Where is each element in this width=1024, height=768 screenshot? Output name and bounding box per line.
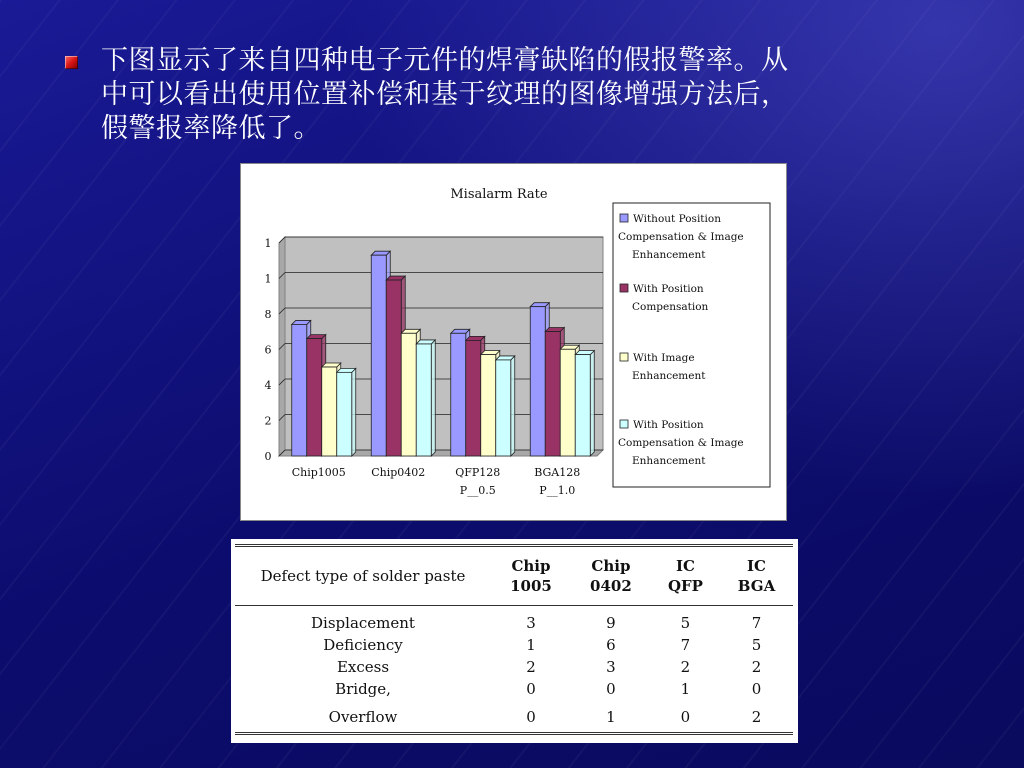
- column-header-line: QFP: [667, 577, 703, 595]
- bar-side: [431, 340, 435, 456]
- legend-label: Compensation & Image: [618, 437, 744, 449]
- chart-svg: [240, 163, 787, 521]
- table-cell: 1: [526, 636, 536, 654]
- bar-side: [352, 368, 356, 456]
- table-cell: 0: [680, 708, 691, 726]
- bar: [545, 332, 560, 456]
- table-bottom-rule: [235, 732, 793, 735]
- table-row: [235, 678, 793, 700]
- table-cell: 5: [751, 636, 762, 654]
- defect-type-cell: Excess: [336, 658, 390, 676]
- bar: [530, 307, 545, 456]
- bar-top: [401, 329, 420, 333]
- table-row: [235, 656, 793, 678]
- legend-swatch: [620, 353, 628, 361]
- bar-top: [466, 336, 485, 340]
- table-cell: 2: [751, 658, 762, 676]
- slide-text: [101, 44, 981, 146]
- defect-table-panel: [231, 539, 798, 743]
- chart-title: Misalarm Rate: [450, 187, 548, 202]
- misalarm-chart: [240, 163, 787, 521]
- category-label: Chip1005: [291, 466, 346, 479]
- table-cell: 0: [751, 680, 762, 698]
- table-cell: 2: [751, 708, 762, 726]
- bar-top: [307, 335, 326, 339]
- legend-label: Enhancement: [632, 249, 706, 261]
- legend-label: Compensation: [632, 301, 709, 313]
- legend-label: Enhancement: [632, 455, 706, 467]
- bullet-icon: [65, 56, 78, 69]
- bar-top: [371, 251, 390, 255]
- legend-label: With Position: [633, 283, 704, 295]
- y-tick-label: 0: [264, 450, 272, 463]
- bar: [416, 344, 431, 456]
- bar-top: [481, 351, 500, 355]
- slide-text-line-2: 中可以看出使用位置补偿和基于纹理的图像增强方法后，: [101, 79, 789, 110]
- legend-swatch: [620, 420, 628, 428]
- table-cell: 1: [680, 680, 691, 698]
- bar: [466, 340, 481, 456]
- bar-top: [451, 329, 470, 333]
- legend-label: Compensation & Image: [618, 231, 744, 243]
- slide-text-line-1: 下图显示了来自四种电子元件的焊膏缺陷的假报警率。从: [101, 45, 789, 76]
- bar-top: [560, 345, 579, 349]
- defect-type-cell: Bridge,: [335, 680, 391, 698]
- category-label: BGA128: [534, 466, 581, 479]
- bar-top: [545, 328, 564, 332]
- y-tick-label: 1: [264, 272, 272, 286]
- defect-type-cell: Deficiency: [323, 636, 403, 654]
- bar: [575, 355, 590, 456]
- bar: [401, 333, 416, 456]
- table-cell: 2: [680, 658, 691, 676]
- bar: [496, 360, 511, 456]
- bar: [451, 333, 466, 456]
- table-row: [235, 634, 793, 656]
- bar: [307, 339, 322, 456]
- column-header-line: Chip: [591, 557, 631, 575]
- table-cell: 0: [606, 680, 616, 698]
- column-header: [491, 546, 571, 606]
- bar: [337, 372, 352, 456]
- bar: [371, 255, 386, 456]
- table-header-row: [235, 546, 793, 606]
- defect-table: [235, 544, 793, 734]
- column-header: [571, 546, 651, 606]
- bar-top: [386, 276, 405, 280]
- table-cell: 7: [680, 636, 691, 654]
- table-row: [235, 700, 793, 734]
- column-header-defect-type: Defect type of solder paste: [260, 567, 466, 585]
- legend-swatch: [620, 284, 628, 292]
- legend-label: Without Position: [633, 213, 721, 225]
- defect-type-cell: Displacement: [311, 614, 415, 632]
- y-tick-label: 6: [264, 343, 272, 357]
- column-header-line: BGA: [737, 577, 776, 595]
- legend-label: With Position: [633, 419, 704, 431]
- bar: [481, 355, 496, 456]
- y-tick-label: 8: [264, 308, 272, 321]
- table-cell: 0: [526, 680, 536, 698]
- column-header: [651, 546, 720, 606]
- bar-top: [575, 351, 594, 355]
- table-cell: 1: [606, 708, 616, 726]
- column-header-line: Chip: [511, 557, 551, 575]
- defect-type-cell: Overflow: [328, 708, 398, 726]
- legend-swatch: [620, 214, 628, 222]
- column-header-line: 0402: [590, 577, 632, 595]
- slide-text-line-3: 假警报率降低了。: [101, 113, 321, 144]
- column-header: [720, 546, 793, 606]
- bar-side: [511, 356, 515, 456]
- bar-top: [337, 368, 356, 372]
- bar-top: [416, 340, 435, 344]
- category-label: P__0.5: [459, 484, 496, 497]
- category-label: P__1.0: [539, 484, 576, 497]
- column-header-line: IC: [747, 557, 766, 575]
- bar: [292, 324, 307, 456]
- y-tick-label: 4: [264, 379, 272, 392]
- column-header-line: IC: [675, 557, 695, 575]
- table-cell: 3: [526, 614, 536, 632]
- bar-side: [590, 351, 594, 456]
- legend-label: Enhancement: [632, 370, 706, 382]
- table-cell: 7: [751, 614, 762, 632]
- table-cell: 5: [680, 614, 691, 632]
- bar: [386, 280, 401, 456]
- bar: [322, 367, 337, 456]
- table-cell: 6: [606, 636, 616, 654]
- column-header-line: 1005: [510, 577, 552, 595]
- bar-top: [292, 320, 311, 324]
- table-cell: 3: [606, 658, 616, 676]
- table-cell: 9: [606, 614, 616, 632]
- bar: [560, 349, 575, 456]
- category-label: Chip0402: [371, 466, 426, 479]
- y-tick-label: 2: [264, 414, 272, 428]
- bar-top: [530, 303, 549, 307]
- y-tick-label: 1: [264, 237, 272, 250]
- table-cell: 0: [526, 708, 536, 726]
- category-label: QFP128: [455, 466, 501, 479]
- table-cell: 2: [526, 658, 536, 676]
- table-row: [235, 606, 793, 635]
- legend-label: With Image: [633, 352, 695, 364]
- bar-top: [496, 356, 515, 360]
- bar-top: [322, 363, 341, 367]
